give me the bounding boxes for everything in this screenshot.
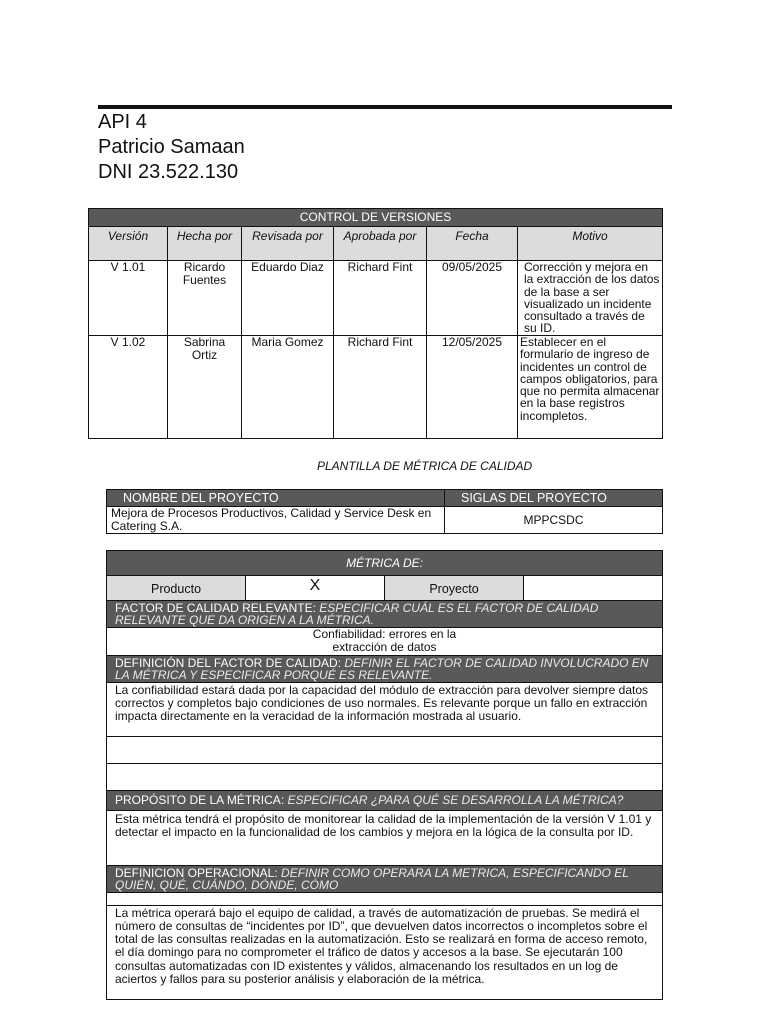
project-name-label: NOMBRE DEL PROYECTO: [107, 490, 445, 507]
col-header-fecha: Fecha: [427, 227, 518, 261]
project-siglas-label: SIGLAS DEL PROYECTO: [445, 490, 663, 507]
cell-fecha: 09/05/2025: [427, 261, 518, 336]
spacer-row: [107, 892, 663, 905]
factor-label: FACTOR DE CALIDAD RELEVANTE:: [115, 601, 316, 615]
operacional-section-header: [107, 865, 663, 892]
doc-title: API 4: [98, 111, 147, 133]
definicion-section-header: [107, 655, 663, 682]
col-header-version: Versión: [89, 227, 168, 261]
col-header-revisada: Revisada por: [242, 227, 334, 261]
cell-motivo: Establecer en el formulario de ingreso de incidentes un control de campos obligatorios, para que no permita almacenar en la base registros incompletos.: [518, 336, 663, 439]
table-row: [89, 336, 663, 439]
cell-hecha: Ricardo Fuentes: [168, 261, 242, 336]
table-row: [89, 261, 663, 336]
producto-checkbox[interactable]: X: [246, 576, 385, 601]
empty-row: [107, 763, 663, 790]
col-header-aprobada: Aprobada por: [334, 227, 427, 261]
proposito-label: PROPÓSITO DE LA MÉTRICA:: [115, 792, 285, 807]
operacional-hint: DEFINIR COMO OPERARA LA METRICA, ESPECIFICANDO EL QUIÉN, QUÉ, CUÁNDO, DÓNDE, CÓMO: [115, 865, 629, 892]
empty-row: [107, 736, 663, 763]
cell-revisada: Eduardo Diaz: [242, 261, 334, 336]
cell-motivo: Corrección y mejora en la extracción de los datos de la base a ser visualizado un incidente consultado a través de su ID.: [518, 261, 663, 336]
producto-label: Producto: [107, 576, 246, 601]
proyecto-checkbox[interactable]: [524, 576, 663, 601]
definicion-label: DEFINICIÓN DEL FACTOR DE CALIDAD:: [115, 655, 342, 670]
cell-aprobada: Richard Fint: [334, 336, 427, 439]
operacional-label: DEFINICION OPERACIONAL:: [115, 865, 278, 880]
col-header-motivo: Motivo: [518, 227, 663, 261]
factor-value: Confiabilidad: errores en la extracción de datos: [107, 628, 663, 656]
col-header-hecha: Hecha por: [168, 227, 242, 261]
project-name-value: Mejora de Procesos Productivos, Calidad y Service Desk en Catering S.A.: [107, 507, 445, 534]
definicion-hint: DEFINIR EL FACTOR DE CALIDAD INVOLUCRADO EN LA MÉTRICA Y ESPECIFICAR PORQUÉ ES RELEVANTE.: [115, 655, 649, 682]
definicion-value: La confiabilidad estará dada por la capacidad del módulo de extracción para devolver siempre datos correctos y completos bajo condiciones de uso normales. Es relevante porque un fallo en extracción impacta directamente en la veracidad de la información mostrada al usuario.: [107, 682, 663, 736]
project-table: [106, 489, 663, 534]
version-control-table: [88, 208, 663, 439]
proposito-hint: ESPECIFICAR ¿PARA QUÉ SE DESARROLLA LA MÉTRICA?: [287, 792, 624, 807]
cell-fecha: 12/05/2025: [427, 336, 518, 439]
version-control-title: CONTROL DE VERSIONES: [89, 209, 663, 227]
proposito-value: Esta métrica tendrá el propósito de monitorear la calidad de la implementación de la versión V 1.01 y detectar el impacto en la funcionalidad de los cambios y mejora en la lógica de la consulta por ID.: [107, 810, 663, 865]
operacional-value: La métrica operará bajo el equipo de calidad, a través de automatización de pruebas. Se medirá el número de consultas de “incidentes por ID”, que devuelven datos incorrectos o incompletos sobre el total de las consultas realizadas en la automatización. Esto se realizará en forma de acceso remoto, el día domingo para no comprometer el tráfico de datos y accesos a la base. Se ejecutarán 100 consultas automatizadas con ID existentes y válidos, almacenando los resultados en un log de aciertos y fallos para su posterior análisis y elaboración de la métrica.: [107, 905, 663, 999]
factor-section-header: [107, 601, 663, 628]
author-dni: DNI 23.522.130: [98, 161, 239, 183]
proposito-section-header: [107, 790, 663, 810]
project-siglas-value: MPPCSDC: [445, 507, 663, 534]
cell-version: V 1.02: [89, 336, 168, 439]
factor-hint: ESPECIFICAR CUÁL ES EL FACTOR DE CALIDAD RELEVANTE QUE DA ORIGEN A LA MÉTRICA.: [115, 601, 599, 627]
cell-version: V 1.01: [89, 261, 168, 336]
header-rule: [98, 105, 672, 109]
cell-hecha: Sabrina Ortiz: [168, 336, 242, 439]
metric-title: MÉTRICA DE:: [107, 551, 663, 576]
metric-table: [106, 550, 663, 1000]
cell-revisada: Maria Gomez: [242, 336, 334, 439]
author-name: Patricio Samaan: [98, 136, 245, 158]
proyecto-label: Proyecto: [385, 576, 524, 601]
document-header: [98, 110, 245, 185]
cell-aprobada: Richard Fint: [334, 261, 427, 336]
template-title: PLANTILLA DE MÉTRICA DE CALIDAD: [317, 459, 533, 473]
